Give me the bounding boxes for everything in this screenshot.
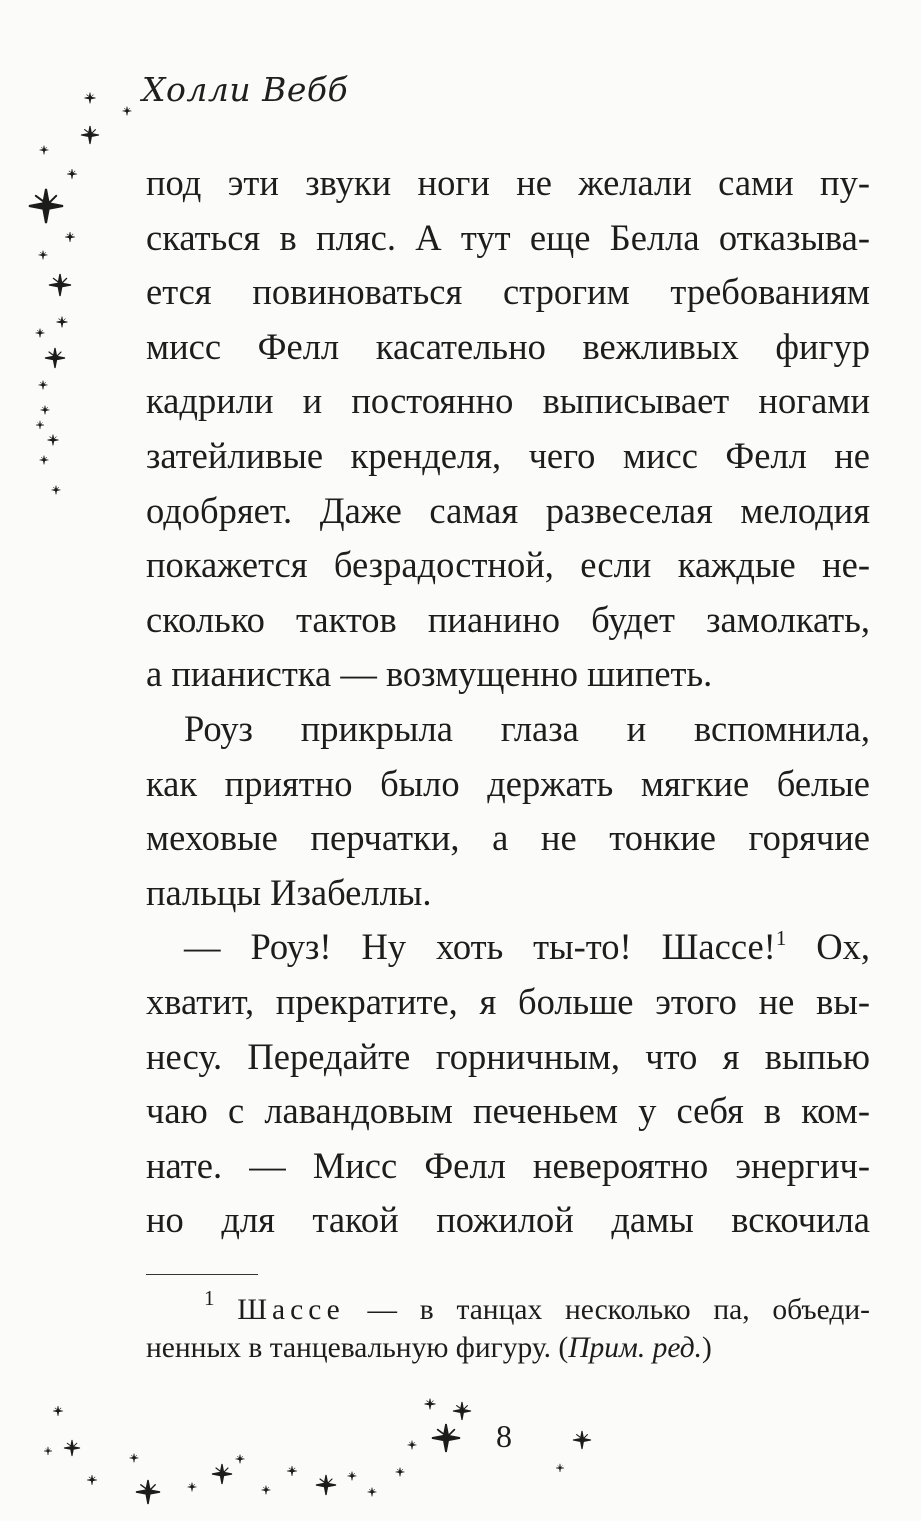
text-line: кадрили и постоянно выписывает ногами xyxy=(146,380,870,422)
footnote-divider xyxy=(146,1274,258,1275)
footnote-text: — в танцах несколько па, объеди- xyxy=(344,1294,871,1326)
text-line: скаться в пляс. А тут еще Белла отказыва- xyxy=(146,216,870,258)
page-number: 8 xyxy=(496,1418,512,1454)
text-segment: — Роуз! Ну хоть ты-то! Шассе! xyxy=(184,926,776,968)
text-line: меховые перчатки, а не тонкие горячие xyxy=(146,817,870,859)
text-line: Роуз прикрыла глаза и вспомнила, xyxy=(184,707,870,749)
text-line: сколько тактов пианино будет замолкать, xyxy=(146,598,870,640)
text-line: несу. Передайте горничным, что я выпью xyxy=(146,1035,870,1077)
text-segment: Ох, xyxy=(816,926,870,968)
main-text xyxy=(146,156,870,1248)
footnote-line xyxy=(146,1329,870,1367)
running-header-author: Холли Вебб xyxy=(142,70,349,109)
footnote-text: ) xyxy=(702,1332,712,1364)
text-line: чаю с лавандовым печеньем у себя в ком- xyxy=(146,1090,870,1132)
text-line: под эти звуки ноги не желали сами пу- xyxy=(146,162,870,203)
footnote xyxy=(146,1286,871,1367)
footnote-term: Шассе xyxy=(237,1294,345,1326)
footnote-editor-note: Прим. ред. xyxy=(568,1332,703,1364)
text-line: но для такой пожилой дамы вскочила xyxy=(146,1199,870,1241)
footnote-text: ненных в танцевальную фигуру. ( xyxy=(146,1332,569,1364)
footnote-reference: 1 xyxy=(775,926,787,951)
text-line: ется повиноваться строгим требованиям xyxy=(146,271,870,313)
text-line: одобряет. Даже самая развеселая мелодия xyxy=(146,489,870,531)
text-line: мисс Фелл касательно вежливых фигур xyxy=(146,325,870,367)
text-line-with-footnote-ref xyxy=(146,920,870,975)
text-line: нате. — Мисс Фелл невероятно энергич- xyxy=(146,1144,870,1186)
text-line: покажется безрадостной, если каждые не- xyxy=(146,544,870,586)
footnote-line xyxy=(146,1286,871,1329)
footnote-number: 1 xyxy=(204,1286,215,1310)
text-line: хватит, прекратите, я больше этого не вы- xyxy=(146,980,870,1022)
text-line: пальцы Изабеллы. xyxy=(146,871,432,913)
text-line: а пианистка — возмущенно шипеть. xyxy=(146,653,713,695)
text-line: затейливые кренделя, чего мисс Фелл не xyxy=(146,434,870,476)
text-line: как приятно было держать мягкие белые xyxy=(146,762,870,804)
